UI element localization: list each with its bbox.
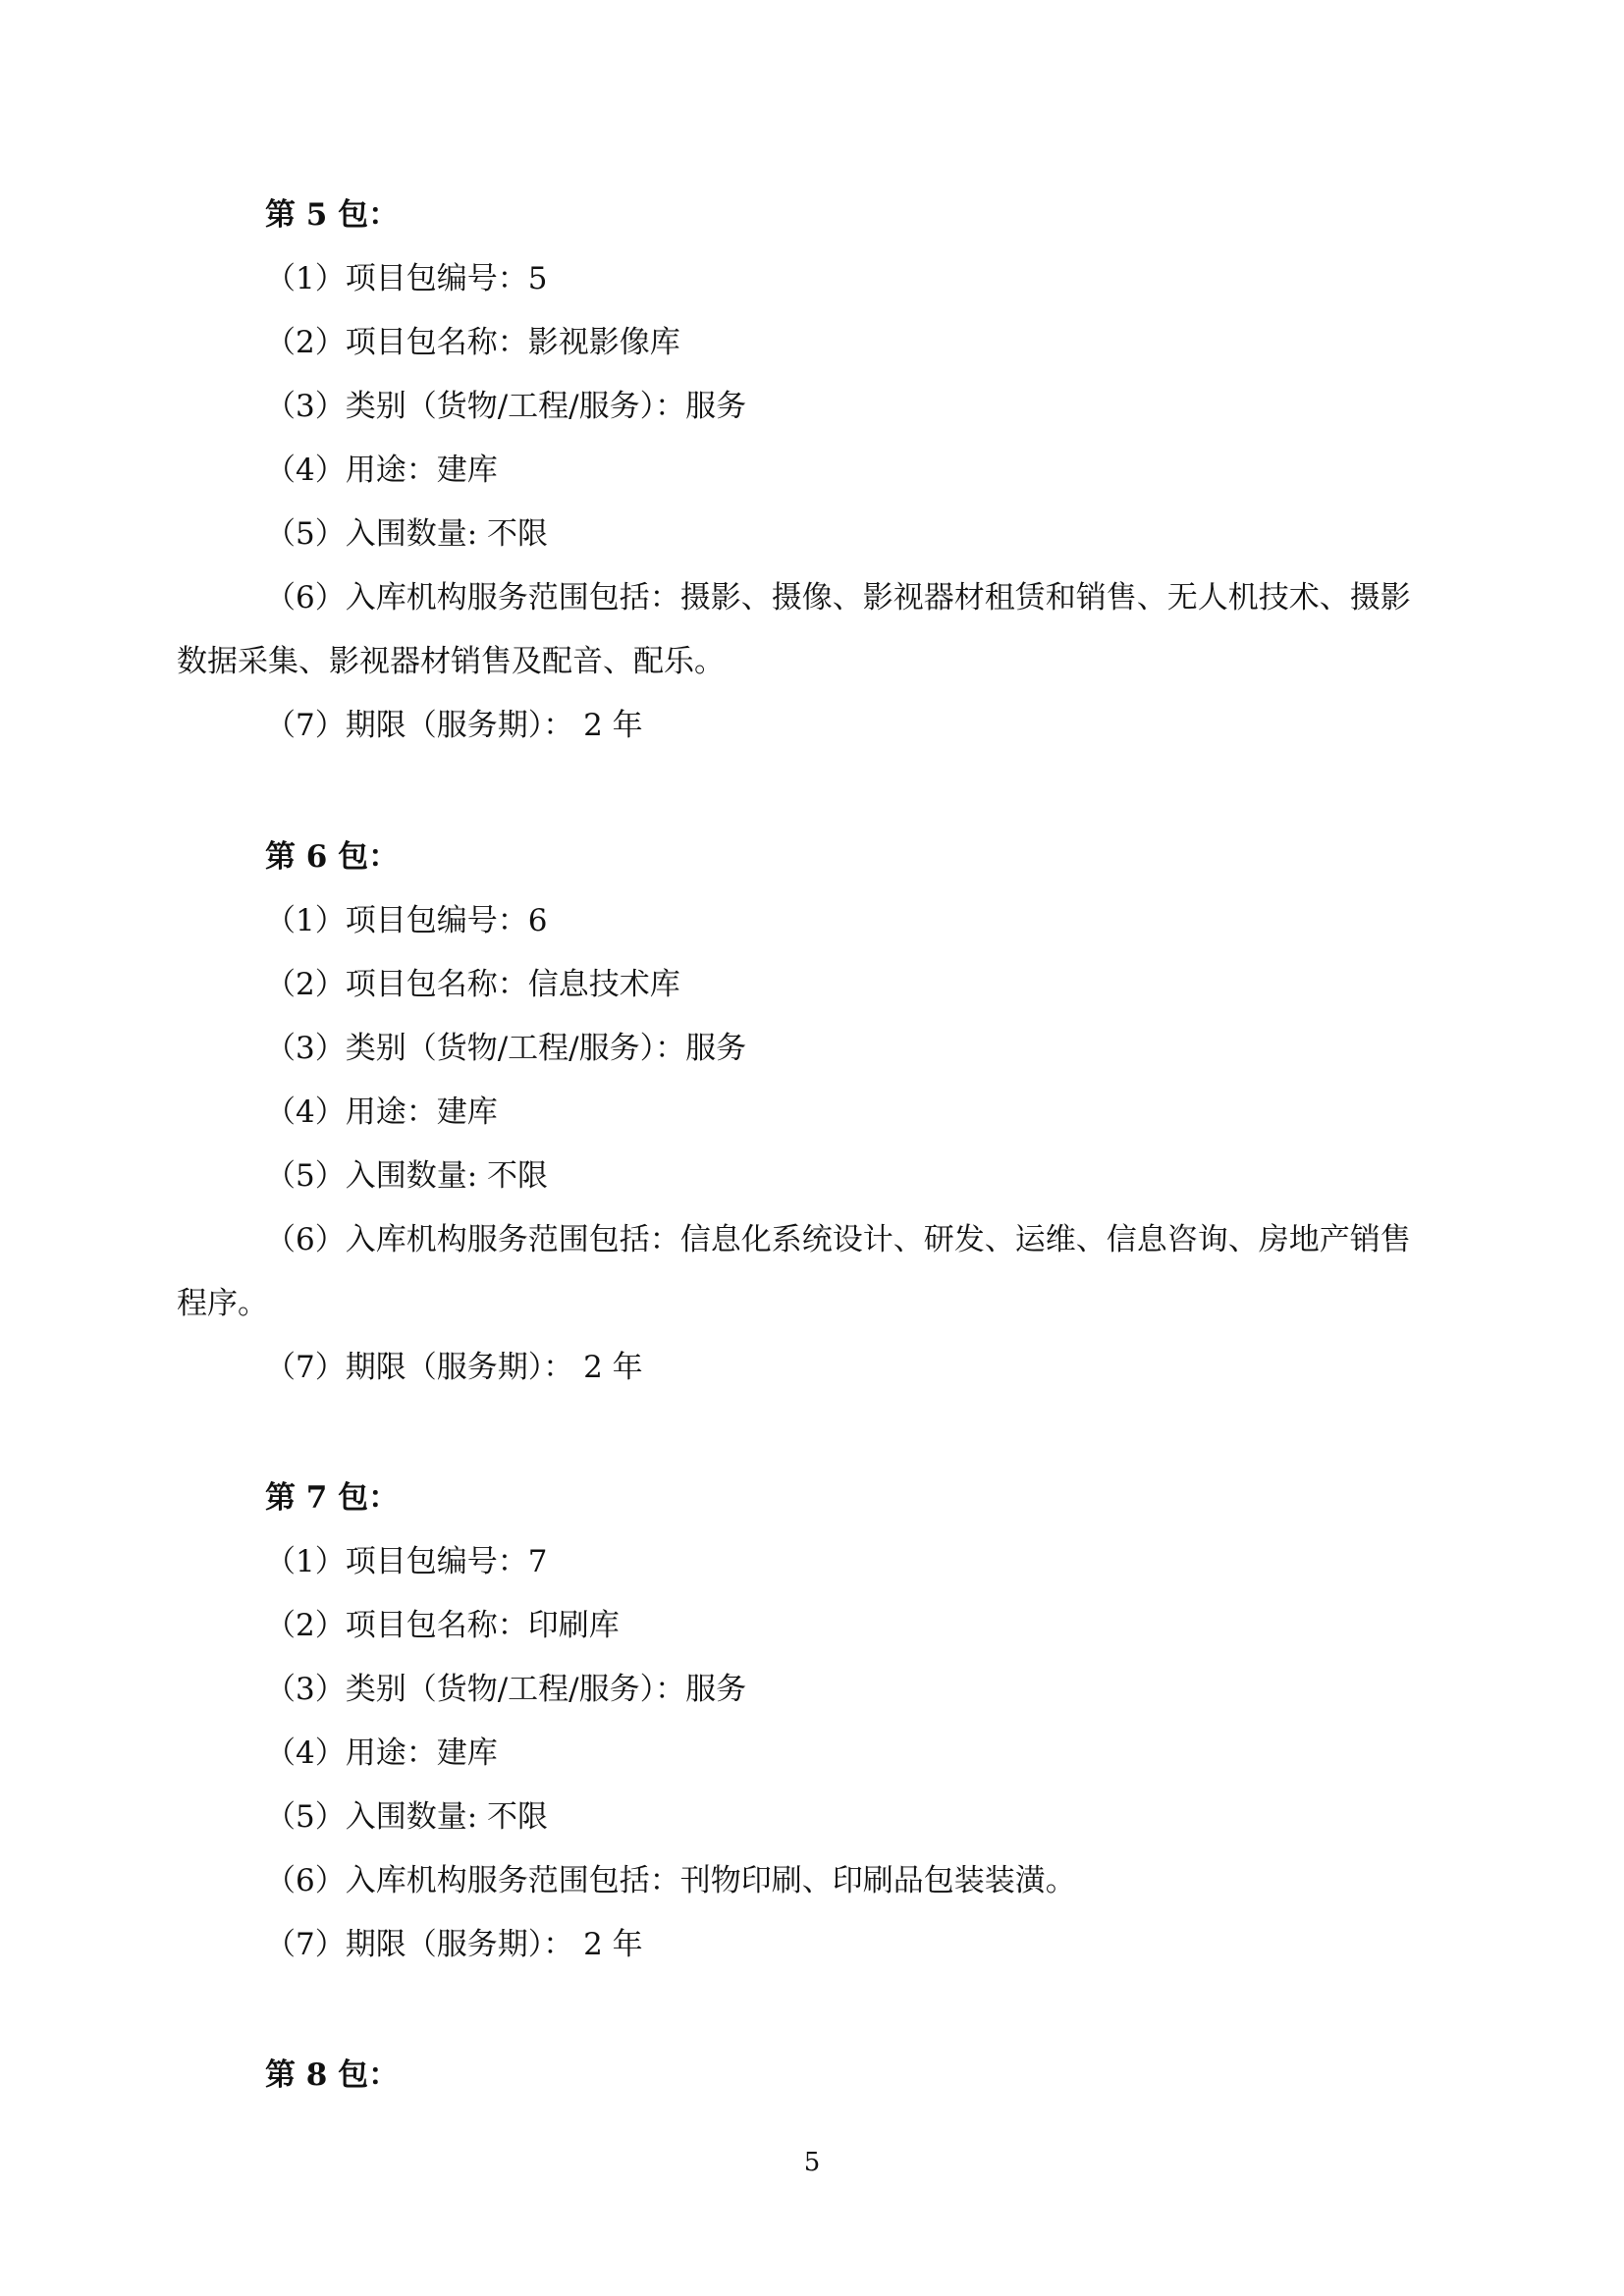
package-7-item-6: （6）入库机构服务范围包括：刊物印刷、印刷品包装装潢。: [265, 1863, 1076, 1898]
package-8-title: 第 8 包：: [265, 2057, 400, 2093]
page-number: 5: [803, 2148, 821, 2177]
package-6-item-3: （3）类别（货物/工程/服务）：服务: [265, 1031, 747, 1066]
package-7-item-7: （7）期限（服务期）： 2 年: [265, 1927, 643, 1962]
package-5-item-5: （5）入围数量: 不限: [265, 516, 549, 552]
package-7-item-5: （5）入围数量: 不限: [265, 1799, 549, 1835]
package-5-item-6: （6）入库机构服务范围包括：摄影、摄像、影视器材租赁和销售、无人机技术、摄影: [265, 580, 1411, 615]
package-6-item-4: （4）用途：建库: [265, 1095, 498, 1130]
package-5-item-4: （4）用途：建库: [265, 453, 498, 488]
package-7-item-3: （3）类别（货物/工程/服务）：服务: [265, 1672, 747, 1707]
package-7-item-2: （2）项目包名称：印刷库: [265, 1608, 620, 1643]
package-5-item-6-continuation: 数据采集、影视器材销售及配音、配乐。: [177, 644, 725, 679]
package-7-title: 第 7 包：: [265, 1480, 400, 1516]
package-5-item-3: （3）类别（货物/工程/服务）：服务: [265, 389, 747, 424]
package-6-title: 第 6 包：: [265, 839, 400, 875]
package-5-item-2: （2）项目包名称：影视影像库: [265, 325, 680, 360]
package-5-item-7: （7）期限（服务期）： 2 年: [265, 708, 643, 743]
package-6-item-7: （7）期限（服务期）： 2 年: [265, 1350, 643, 1385]
package-6-item-6-continuation: 程序。: [177, 1286, 268, 1321]
package-6-item-5: （5）入围数量: 不限: [265, 1158, 549, 1194]
package-6-item-6: （6）入库机构服务范围包括：信息化系统设计、研发、运维、信息咨询、房地产销售: [265, 1222, 1411, 1257]
package-6-item-2: （2）项目包名称：信息技术库: [265, 967, 680, 1002]
package-7-item-1: （1）项目包编号：7: [265, 1544, 548, 1579]
package-5-item-1: （1）项目包编号：5: [265, 261, 548, 296]
package-5-title: 第 5 包：: [265, 197, 400, 233]
package-6-item-1: （1）项目包编号：6: [265, 903, 548, 938]
package-7-item-4: （4）用途：建库: [265, 1735, 498, 1771]
